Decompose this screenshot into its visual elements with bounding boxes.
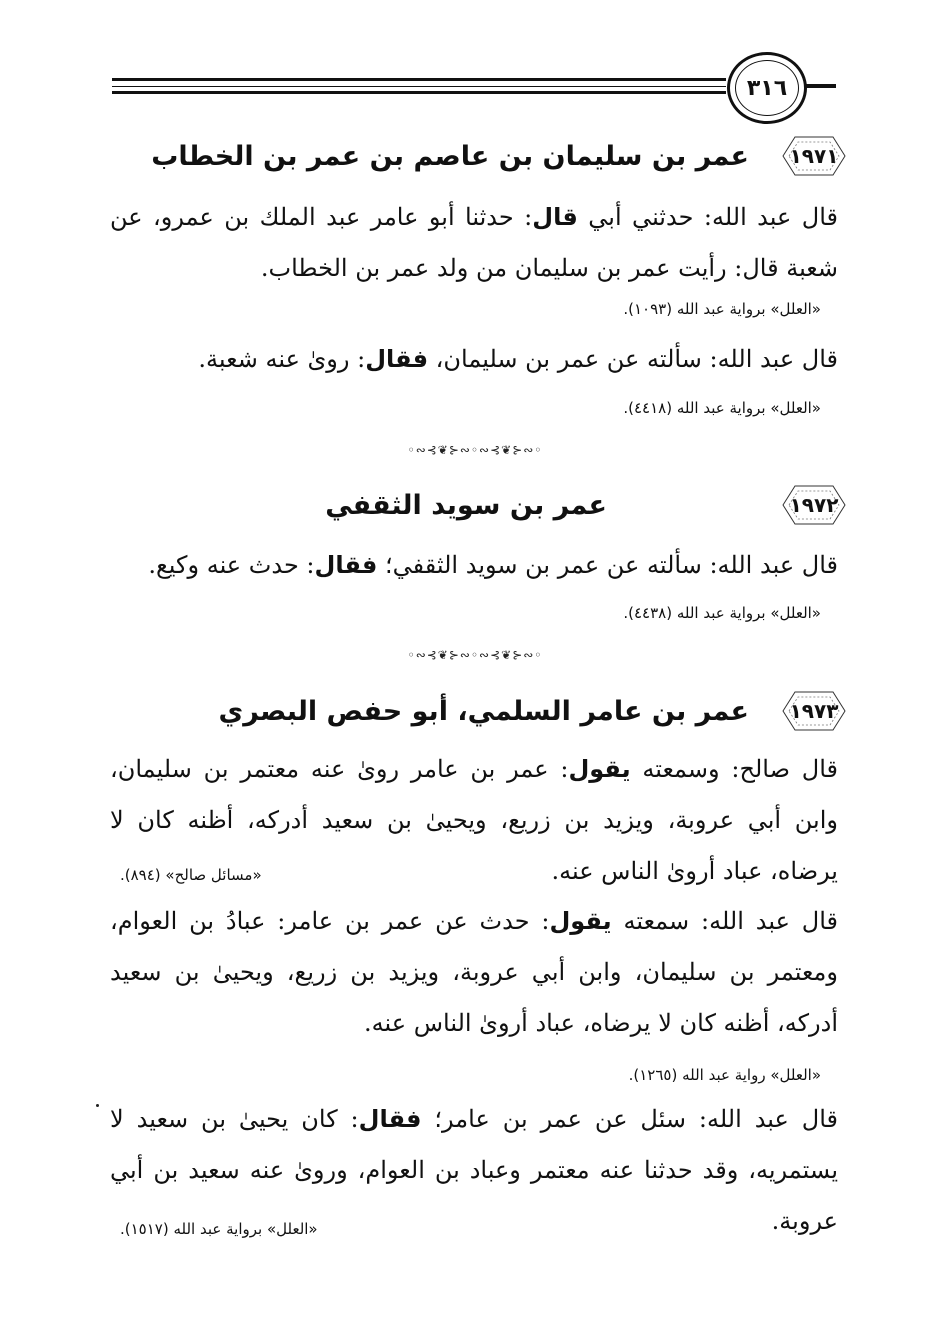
entry-number: ١٩٧٣ [789,699,839,723]
paragraph-keyword: يقول [549,907,612,935]
header-rule-thick [112,78,726,81]
citation: «العلل» برواية عبد الله (١٠٩٣). [623,300,821,318]
citation: «العلل» برواية عبد الله (٤٤١٨). [623,399,821,417]
entry-heading-1973 [219,688,851,734]
paragraph-text: قال عبد الله: سئل عن عمر بن عامر؛ [421,1105,838,1133]
entry-heading-1971 [151,133,851,179]
paragraph-text: : كان يحيىٰ بن سعيد لا يستمريه، وقد حدثنا عنه معتمر وعباد بن العوام، وروىٰ عنه سعيد بن أبي عروبة. [110,1105,838,1235]
paragraph-text: قال عبد الله: سألته عن عمر بن سويد الثقفي؛ [377,551,838,579]
paragraph-text: قال عبد الله: سمعته [611,907,838,935]
header-rule-thin [112,86,726,87]
section-divider-ornament: ◦∾⊰❦⊱∾◦∾⊰❦⊱∾◦ [407,649,543,661]
citation: «العلل» برواية عبد الله (٤٤٣٨). [623,604,821,622]
section-divider-ornament: ◦∾⊰❦⊱∾◦∾⊰❦⊱∾◦ [407,444,543,456]
header-rule-thick-lower [112,91,726,94]
print-speck [96,1104,99,1107]
paragraph-text: : عمر بن عامر روىٰ عنه معتمر بن سليمان، وابن أبي عروبة، ويزيد بن زريع، ويحيىٰ بن سعيد أدركه، أظنه كان لا يرضاه، عباد أروىٰ الناس عنه. [110,755,838,885]
entry-number: ١٩٧١ [789,144,839,168]
entry-paragraph [110,896,838,1049]
paragraph-keyword: فقال [358,1105,422,1133]
paragraph-keyword: فقال [365,345,429,373]
paragraph-keyword: فقال [314,551,378,579]
entry-number: ١٩٧٢ [789,493,839,517]
entry-title: عمر بن عامر السلمي، أبو حفص البصري [218,695,749,727]
paragraph-keyword: يقول [568,755,631,783]
header-rule-tail [806,84,836,88]
paragraph-text: قال صالح: وسمعته [630,755,838,783]
entry-number-badge [777,133,851,179]
citation: «العلل» برواية عبد الله (١٥١٧). [120,1220,318,1238]
entry-title: عمر بن سليمان بن عاصم بن عمر بن الخطاب [151,140,749,172]
entry-title: عمر بن سويد الثقفي [325,489,607,521]
entry-number-badge [777,482,851,528]
citation: «العلل» رواية عبد الله (١٢٦٥). [628,1066,821,1084]
page-number-badge [727,52,807,124]
entry-paragraph [110,192,838,294]
paragraph-text: : حدث عن عمر بن عامر: عبادُ بن العوام، ومعتمر بن سليمان، وابن أبي عروبة، ويزيد بن زريع، ويحيىٰ بن سعيد أدركه، أظنه كان لا يرضاه، عباد أروىٰ الناس عنه. [110,907,838,1037]
entry-paragraph [110,540,838,591]
citation: «مسائل صالح» (٨٩٤). [120,866,262,884]
page-number: ٣١٦ [746,75,788,101]
paragraph-text: قال عبد الله: سألته عن عمر بن سليمان، [428,345,838,373]
paragraph-keyword: قال [532,203,578,231]
entry-heading-1972 [325,482,851,528]
entry-paragraph [110,334,838,385]
paragraph-text: : روىٰ عنه شعبة. [198,345,366,373]
paragraph-text: : حدثنا أبو عامر عبد الملك بن عمرو، عن شعبة قال: رأيت عمر بن سليمان من ولد عمر بن الخطاب. [110,203,838,282]
paragraph-text: : حدث عنه وكيع. [148,551,315,579]
paragraph-text: قال عبد الله: حدثني أبي [577,203,839,231]
entry-number-badge [777,688,851,734]
